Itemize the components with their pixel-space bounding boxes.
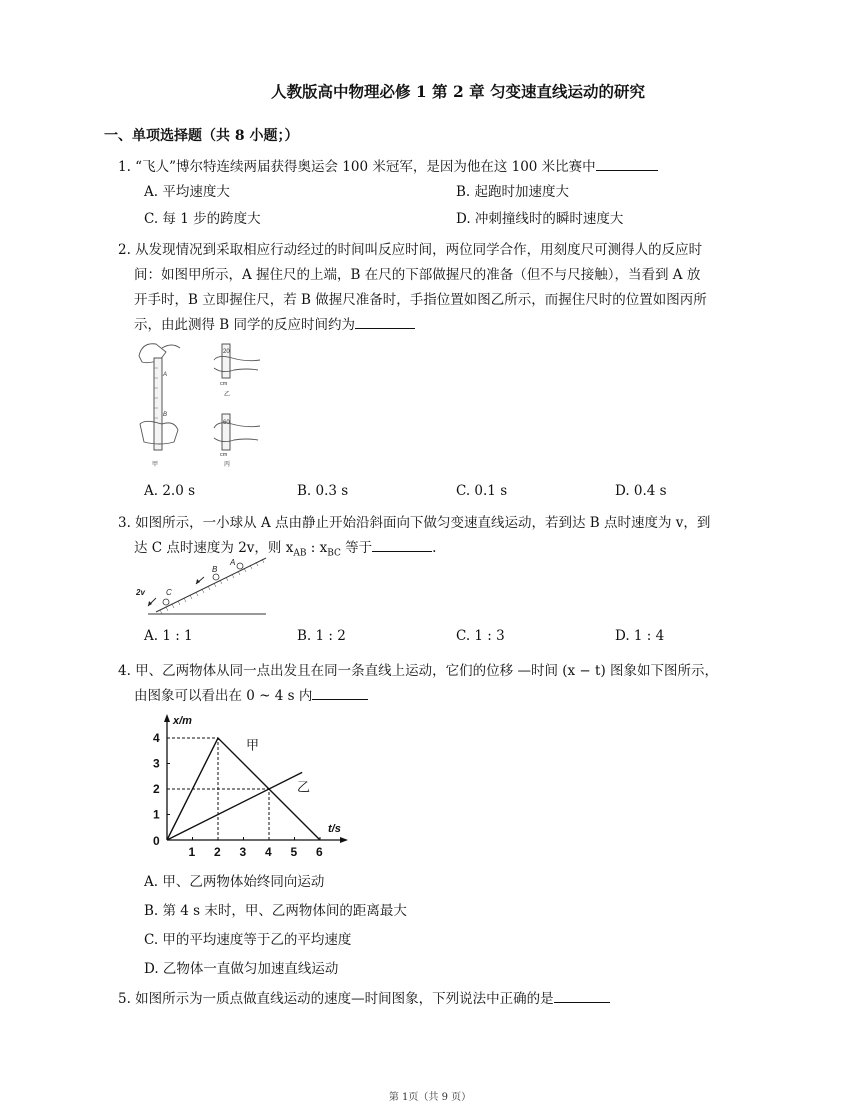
page-title: 人教版高中物理必修 1 第 2 章 匀变速直线运动的研究	[270, 82, 646, 101]
x-tick-label: 3	[239, 845, 247, 859]
y-axis-label: x/m	[173, 715, 192, 727]
question-2-line3: 开手时，B 立即握住尺，若 B 做握尺准备时，手指位置如图乙所示，而握住尺时的位置如图丙所	[134, 292, 707, 308]
page-footer: 第 1页（共 9 页）	[388, 1092, 472, 1103]
sub-bc: BC	[327, 548, 341, 559]
series-line-yi	[167, 772, 302, 840]
q1-option-d: D. 冲刺撞线时的瞬时速度大	[456, 211, 624, 227]
y-tick-label: 3	[153, 756, 160, 771]
q4-option-c: C. 甲的平均速度等于乙的平均速度	[144, 932, 352, 948]
q3-option-c: C. 1 : 3	[456, 628, 505, 644]
q1-option-a: A. 平均速度大	[144, 184, 230, 200]
q1-option-c: C. 每 1 步的跨度大	[144, 211, 261, 227]
point-b: B	[212, 565, 218, 574]
x-tick-label: 2	[214, 845, 221, 859]
cm-1: cm	[220, 381, 228, 387]
question-4-line1: 4. 甲、乙两物体从同一点出发且在同一条直线上运动，它们的位移 —时间 (x − t) 图象如下图所示，	[118, 663, 719, 679]
label-jia: 甲	[152, 462, 159, 468]
num-20: 20	[223, 349, 230, 355]
question-4-line2: 由图象可以看出在 0 ~ 4 s 内	[134, 684, 368, 704]
x-tick-label: 6	[316, 845, 323, 859]
q4-option-d: D. 乙物体一直做匀加速直线运动	[144, 961, 339, 977]
q2-option-b: B. 0.3 s	[297, 483, 349, 499]
label-yi: 乙	[224, 392, 231, 398]
x-tick-label: 1	[188, 845, 196, 859]
origin-label: 0	[153, 834, 160, 848]
q2-ruler-figure	[134, 338, 274, 472]
y-axis-arrow	[164, 714, 170, 722]
question-2-line4: 示，由此测得 B 同学的反应时间约为	[134, 313, 415, 333]
label-bing: 丙	[224, 462, 231, 468]
sub-ab: AB	[293, 548, 307, 559]
q2-option-c: C. 0.1 s	[456, 483, 508, 499]
xt-chart	[145, 704, 355, 864]
label-a: A	[163, 372, 168, 378]
q3-incline-figure	[134, 556, 274, 620]
point-a: A	[230, 558, 236, 567]
cm-2: cm	[220, 452, 228, 458]
velocity-2v: 2v	[136, 588, 145, 597]
x-tick-label: 4	[265, 845, 272, 859]
num-60: 60	[223, 420, 230, 426]
label-b: B	[163, 412, 168, 418]
q2-option-a: A. 2.0 s	[144, 483, 196, 499]
q4-option-b: B. 第 4 s 末时，甲、乙两物体间的距离最大	[144, 903, 407, 919]
question-2-line1: 2. 从发现情况到采取相应行动经过的时间叫反应时间，两位同学合作，用刻度尺可测得人的反应时	[118, 242, 703, 258]
x-tick-label: 5	[290, 845, 298, 859]
y-tick-label: 1	[153, 807, 160, 822]
q4-option-a: A. 甲、乙两物体始终同向运动	[144, 874, 325, 890]
question-1-stem: 1. “飞人”博尔特连续两届获得奥运会 100 米冠军，是因为他在这 100 米比赛中	[118, 155, 658, 175]
y-tick-label: 2	[153, 782, 160, 796]
y-tick-label: 4	[153, 731, 160, 745]
section-heading: 一、单项选择题（共 8 小题；）	[104, 128, 299, 144]
series-label-jia: 甲	[246, 737, 260, 753]
x-axis-arrow	[340, 837, 348, 843]
question-3-line1: 3. 如图所示，一小球从 A 点由静止开始沿斜面向下做匀变速直线运动，若到达 B 点时速度为 v，到	[118, 515, 711, 531]
series-label-yi: 乙	[297, 779, 311, 795]
x-axis-label: t/s	[328, 823, 341, 835]
question-5-stem: 5. 如图所示为一质点做直线运动的速度—时间图象，下列说法中正确的是	[118, 987, 610, 1007]
q3-option-a: A. 1 : 1	[144, 628, 193, 644]
point-c: C	[166, 588, 172, 597]
question-3-line2: 达 C 点时速度为 2v，则 $x_{AB}$ : $x_{BC}$ 等于 .	[134, 540, 437, 559]
q2-option-d: D. 0.4 s	[615, 483, 667, 499]
question-2-line2: 间：如图甲所示，A 握住尺的上端，B 在尺的下部做握尺的准备（但不与尺接触），当看到 A 放	[134, 267, 701, 283]
q3-option-b: B. 1 : 2	[297, 628, 346, 644]
q3-option-d: D. 1 : 4	[615, 628, 665, 644]
q1-option-b: B. 起跑时加速度大	[456, 184, 570, 200]
